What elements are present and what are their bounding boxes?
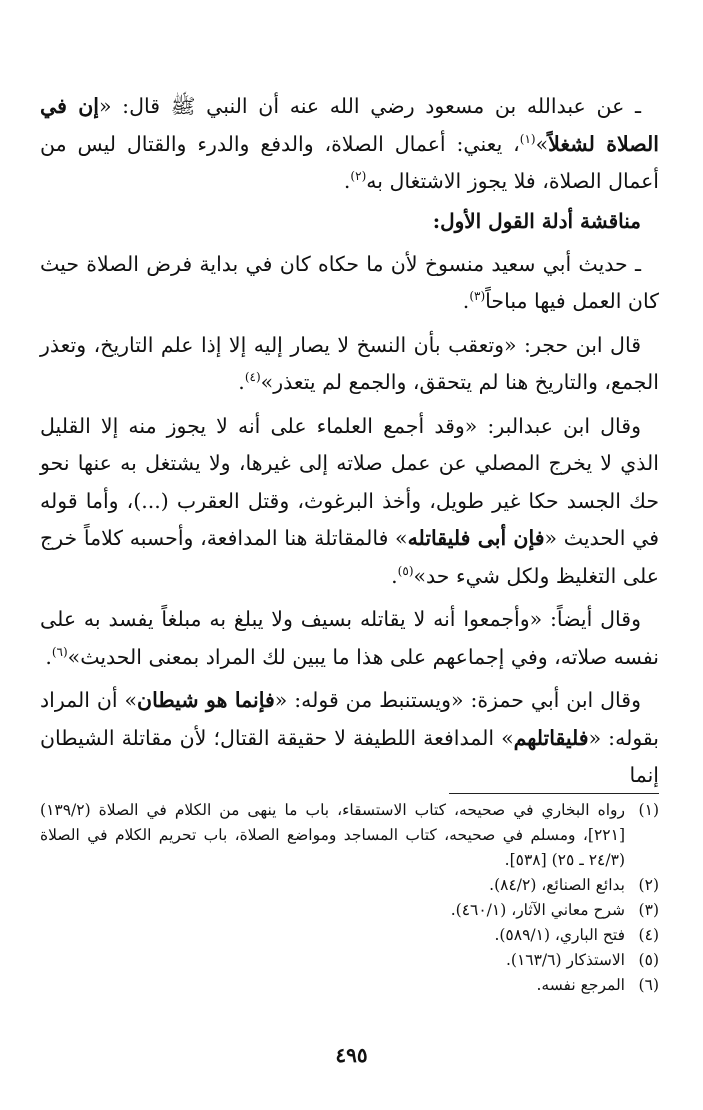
footnote-number: (٤) [638,926,659,944]
footnote-text: شرح معاني الآثار، (٤٦٠/١). [450,901,625,919]
paragraph-ibn-abdulbarr [40,408,659,596]
text-run: » المدافعة اللطيفة لا حقيقة القتال؛ لأن مقاتلة الشيطان إنما [40,725,659,787]
text-run: . [391,563,398,588]
footnote-ref-1[interactable]: (١) [519,131,536,146]
paragraph-ibn-hajar [40,327,659,402]
text-run: . [343,169,351,193]
text-run: ، يعني: أعمال الصلاة، والدفع والدرء والقتال ليس من أعمال الصلاة، فلا يجوز الاشتغال به [40,131,659,193]
text-run: وقال ابن عبدالبر: «وقد أجمع العلماء على أنه لا يجوز منه إلا القليل الذي لا يخرج المصلي عن عمل صلاته إلى غيرها، ولا يشتغل به عنها نحو حك الجسد حكا غير طويل، وأخذ البرغوث، وقتل العقرب (...)، وأما قوله في الحديث « [40,413,660,550]
footnote-ref-3[interactable]: (٣) [469,289,486,304]
footnote-number: (٦) [638,976,659,994]
footnotes [40,798,659,998]
hadith-quote-bold: فإنما هو شيطان [137,688,275,712]
paragraph-abrogation [40,246,659,321]
text-run: . [45,644,52,669]
page-number: ٤٩٥ [335,1043,368,1067]
footnote-item [40,948,659,973]
section-heading: مناقشة أدلة القول الأول: [432,208,641,233]
hadith-quote-bold: فإن أبى فليقاتله [407,526,545,550]
text-run: » فالمقاتلة هنا المدافعة، وأحسبه كلاماً خرج على التغليظ ولكل شيء حد» [40,526,659,588]
footnote-number: (٢) [638,876,659,894]
footnote-item [40,923,659,948]
hadith-quote-bold: إن في الصلاة لشغلاً [40,94,659,156]
text-run: ـ حديث أبي سعيد منسوخ لأن ما حكاه كان في بداية فرض الصلاة حيث كان العمل فيها مباحاً [40,251,659,313]
text-run: . [238,370,245,394]
footnote-item [40,873,659,898]
text-run: » [535,131,549,156]
text-run: » أن المراد بقوله: « [40,688,659,750]
text-run: . [462,289,470,313]
footnote-item [40,973,659,998]
footnote-text: رواه البخاري في صحيحه، كتاب الاستسقاء، باب ما ينهى من الكلام في الصلاة (١٣٩/٢) [٢٢١]، ومسلم في صحيحه، كتاب المساجد ومواضع الصلاة، باب تحريم الكلام في الصلاة (٢٤/٣ ـ ٢٥) [٥٣٨]. [40,801,625,869]
text-run: وقال ابن أبي حمزة: «ويستنبط من قوله: « [274,688,641,712]
paragraph-ibn-abi-hamza [40,682,659,795]
footnote-text: فتح الباري، (٥٨٩/١). [494,926,625,944]
footnote-text: المرجع نفسه. [536,976,625,994]
paragraph-consensus [40,601,659,676]
footnote-ref-4[interactable]: (٤) [244,370,261,385]
footnote-number: (١) [638,801,659,819]
footnote-ref-6[interactable]: (٦) [51,644,68,659]
text-run: وقال أيضاً: «وأجمعوا أنه لا يقاتله بسيف ولا يبلغ به مبلغاً يفسد به على نفسه صلاته، وفي إجماعهم على هذا ما يبين لك المراد بمعنى الحديث» [40,607,659,669]
footnote-item [40,898,659,923]
footnote-number: (٣) [638,901,659,919]
paragraph-ibn-masud-hadith [40,88,659,201]
footnote-item [40,798,659,873]
text-run: ـ عن عبدالله بن مسعود رضي الله عنه أن النبي ﷺ قال: « [98,94,641,118]
footnote-text: الاستذكار (١٦٣/٦). [505,951,625,969]
main-text [40,88,659,801]
footnote-text: بدائع الصنائع، (٨٤/٢). [489,876,625,894]
footnote-separator [449,793,659,794]
footnote-ref-2[interactable]: (٢) [350,169,367,184]
footnote-number: (٥) [638,951,659,969]
footnote-ref-5[interactable]: (٥) [397,563,414,578]
hadith-quote-bold: فليقاتلهم [513,725,589,750]
text-run: قال ابن حجر: «وتعقب بأن النسخ لا يصار إليه إلا إذا علم التاريخ، وتعذر الجمع، والتاريخ هنا لم يتحقق، والجمع لم يتعذر» [40,332,659,394]
